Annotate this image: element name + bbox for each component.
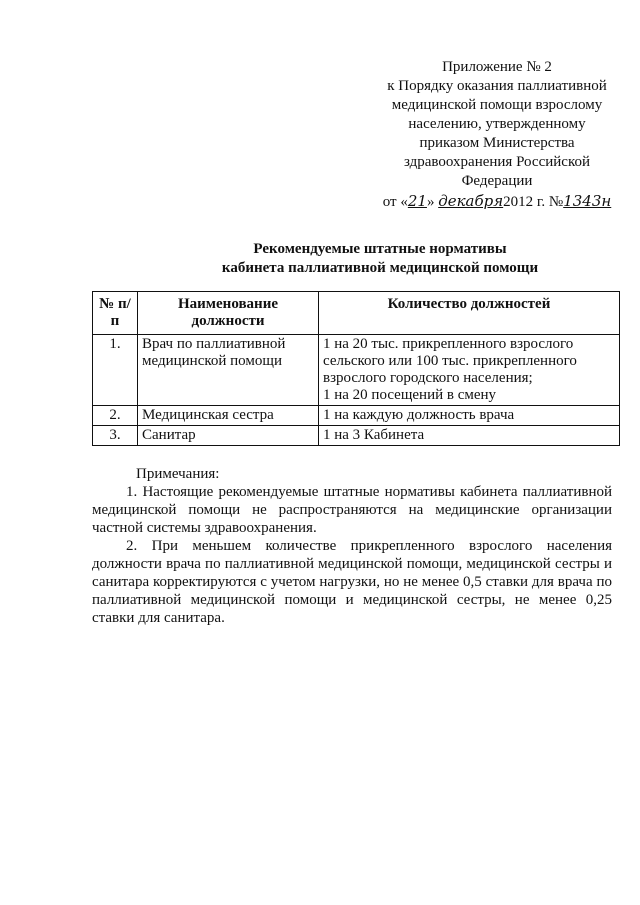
title-line-1: Рекомендуемые штатные нормативы: [253, 241, 507, 257]
row-count: 1 на 3 Кабинета: [319, 426, 620, 446]
table-row: [93, 335, 620, 406]
row-number: 1.: [93, 335, 138, 406]
row-number: 2.: [93, 406, 138, 426]
row-count-main: 1 на 20 тыс. прикрепленного взрослого сельского или 100 тыс. прикрепленного взрослого городского населения;: [323, 336, 577, 386]
table-row: [93, 426, 620, 446]
order-prefix: от «: [382, 194, 408, 210]
document-title: [120, 240, 640, 278]
header-count: Количество должностей: [319, 292, 620, 335]
row-number: 3.: [93, 426, 138, 446]
order-year: 2012 г. №: [503, 194, 564, 210]
header-number: № п/п: [93, 292, 138, 335]
order-reference: [382, 192, 612, 212]
title-line-2: кабинета паллиативной медицинской помощи: [221, 260, 539, 276]
appendix-line: населению, утвержденному: [408, 116, 586, 132]
note-item: 1. Настоящие рекомендуемые штатные нормативы кабинета паллиативной медицинской помощи не распространяются на медицинские организации частной системы здравоохранения.: [92, 484, 612, 536]
appendix-line: приказом Министерства: [419, 135, 575, 151]
appendix-header: [382, 58, 612, 212]
appendix-line: Федерации: [461, 173, 533, 189]
order-number-handwritten: 1343н: [563, 192, 612, 210]
notes-heading: Примечания:: [136, 466, 220, 482]
row-count: 1 на каждую должность врача: [319, 406, 620, 426]
notes-section: [92, 465, 612, 627]
row-count-extra: 1 на 20 посещений в смену: [323, 387, 497, 403]
order-day-handwritten: 21: [407, 192, 427, 210]
order-mid: »: [426, 194, 439, 210]
row-position: Медицинская сестра: [138, 406, 319, 426]
note-item: 2. При меньшем количестве прикрепленного взрослого населения должности врача по паллиативной медицинской помощи, медицинской сестры и санитара корректируются с учетом нагрузки, но не менее 0,5 ставки для врача по паллиативной медицинской помощи и медицинской сестры, не менее 0,25 ставки для санитара.: [92, 538, 612, 626]
order-month-handwritten: декабря: [438, 192, 504, 210]
row-position: Врач по паллиативной медицинской помощи: [138, 335, 319, 406]
header-position: Наименование должности: [138, 292, 319, 335]
staffing-table: [92, 291, 620, 446]
row-position: Санитар: [138, 426, 319, 446]
table-header-row: [93, 292, 620, 335]
appendix-line: медицинской помощи взрослому: [391, 97, 603, 113]
appendix-line: к Порядку оказания паллиативной: [387, 78, 607, 94]
table-row: [93, 406, 620, 426]
appendix-line: здравоохранения Российской: [403, 154, 591, 170]
row-count: [319, 335, 620, 406]
appendix-title: Приложение № 2: [442, 59, 552, 75]
